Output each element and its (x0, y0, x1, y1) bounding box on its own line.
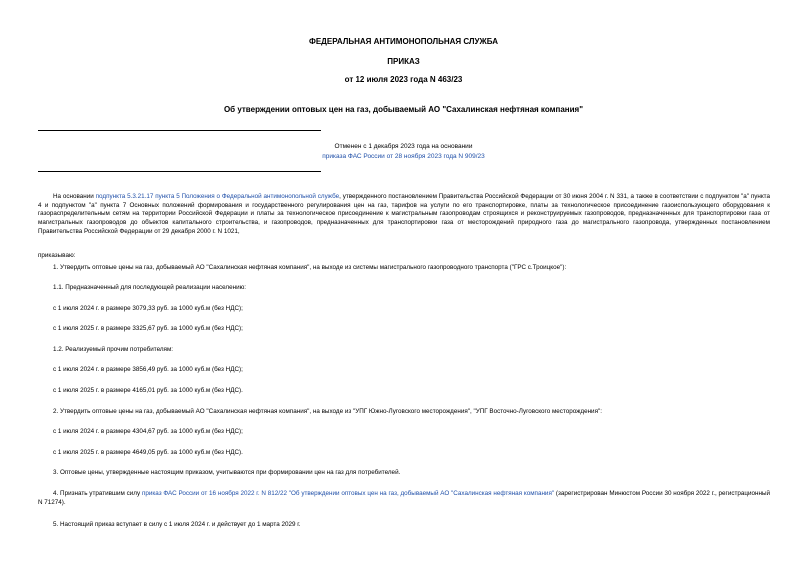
cancel-note-text: Отменен с 1 декабря 2023 года на основании (334, 143, 473, 150)
order-word: приказываю: (38, 252, 76, 259)
item-2: 2. Утвердить оптовые цены на газ, добываемый АО "Сахалинская нефтяная компания", на выходе из "УПГ Южно-Луговского месторождения", "УПГ Восточно-Луговского месторождения": (53, 408, 602, 415)
document-date-number: от 12 июля 2023 года N 463/23 (344, 75, 463, 84)
item-1-2-price-2024: с 1 июля 2024 г. в размере 3856,49 руб. за 1000 куб.м (без НДС); (53, 366, 243, 373)
item-1-2-price-2025: с 1 июля 2025 г. в размере 4165,01 руб. за 1000 куб.м (без НДС). (53, 387, 243, 394)
item-1: 1. Утвердить оптовые цены на газ, добываемый АО "Сахалинская нефтяная компания", на выходе из системы магистрального газопроводного транспорта ("ГРС с.Троицкое"): (53, 264, 567, 271)
divider-top (38, 130, 321, 131)
preamble-regulation-link[interactable]: подпункта 5.3.21.17 пункта 5 Положения о Федеральной антимонопольной службе (95, 193, 340, 200)
preamble-text-rest: , утвержденного постановлением Правительства Российской Федерации от 30 июня 2004 г. N 331, а также в соответствии с подпунктом "а" пункта 4 и подпунктом "а" пункта 7 Основных положений формирования и государственного регулирования цен на газ, тарифов на услуги по его транспортировке, платы за технологическое присоединение газоиспользующего оборудования к газораспределительным сетям на территории Российской Федерации и платы за технологическое присоединение к магистральным газопроводам строящихся и реконструируемых газопроводов, предназначенных для транспортировки газа от магистральных газопроводов до объектов капитального строительства, и газопроводов, предназначенных для транспортировки газа от месторождений природного газа до магистрального газопровода, утвержденных постановлением Правительства Российской Федерации от 29 декабря 2000 г. N 1021, (38, 193, 771, 235)
item-1-2: 1.2. Реализуемый прочим потребителям: (53, 346, 174, 353)
document-title: Об утверждении оптовых цен на газ, добываемый АО "Сахалинская нефтяная компания" (223, 105, 584, 114)
item-4-text-start: 4. Признать утратившим силу (53, 490, 142, 497)
item-3: 3. Оптовые цены, утвержденные настоящим приказом, учитываются при формировании цен на газ для потребителей. (53, 469, 401, 476)
preamble-text-start: На основании (53, 193, 96, 200)
cancel-note-link[interactable]: приказа ФАС России от 28 ноября 2023 года N 909/23 (322, 153, 485, 160)
item-2-price-2025: с 1 июля 2025 г. в размере 4649,05 руб. за 1000 куб.м (без НДС). (53, 449, 243, 456)
preamble-paragraph (38, 193, 770, 237)
item-4-order-link[interactable]: приказ ФАС России от 16 ноября 2022 г. N 812/22 "Об утверждении оптовых цен на газ, добываемый АО "Сахалинская нефтяная компания" (141, 490, 555, 497)
item-4-text-rest: (зарегистрирован Минюстом России 30 ноября 2022 г., регистрационный N 71274). (38, 490, 770, 506)
document-type: ПРИКАЗ (387, 57, 420, 66)
item-2-price-2024: с 1 июля 2024 г. в размере 4304,67 руб. за 1000 куб.м (без НДС); (53, 428, 243, 435)
divider-bottom (38, 171, 321, 172)
item-1-1: 1.1. Предназначенный для последующей реализации населению: (53, 284, 247, 291)
item-4 (38, 490, 770, 507)
item-1-1-price-2024: с 1 июля 2024 г. в размере 3079,33 руб. за 1000 куб.м (без НДС); (53, 305, 243, 312)
agency-name: ФЕДЕРАЛЬНАЯ АНТИМОНОПОЛЬНАЯ СЛУЖБА (309, 37, 498, 46)
item-5: 5. Настоящий приказ вступает в силу с 1 июля 2024 г. и действует до 1 марта 2029 г. (53, 521, 301, 528)
item-1-1-price-2025: с 1 июля 2025 г. в размере 3325,67 руб. за 1000 куб.м (без НДС); (53, 325, 243, 332)
